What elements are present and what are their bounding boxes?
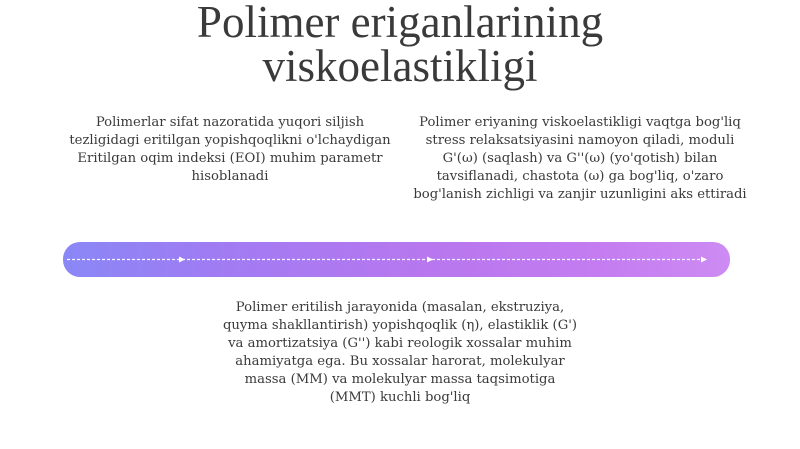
arrow-marker-1	[179, 257, 185, 263]
left-text-block: Polimerlar sifat nazoratida yuqori siljish tezligidagi eritilgan yopishqoqlikni o'lchaydigan Eritilgan oqim indeksi (EOI) muhim parametr hisoblanadi	[69, 115, 391, 184]
right-text-block: Polimer eriyaning viskoelastikligi vaqtga bog'liq stress relaksatsiyasini namoyon qiladi, moduli G'(ω) (saqlash) va G''(ω) (yo'qotish) bilan tavsiflanadi, chastota (ω) ga bog'liq, o'zaro bog'lanish zichligi va zanjir uzunligini aks ettiradi	[413, 115, 747, 202]
timeline-arrows	[63, 242, 730, 277]
title-line-2: viskoelastikligi	[262, 41, 538, 91]
arrow-marker-3	[701, 257, 707, 263]
title-line-1: Polimer eriganlarining	[196, 0, 604, 47]
timeline-bar	[63, 242, 730, 277]
arrow-marker-2	[427, 257, 433, 263]
page-title	[0, 0, 800, 91]
bottom-text-block: Polimer eritilish jarayonida (masalan, ekstruziya, quyma shakllantirish) yopishqoqlik (η), elastiklik (G') va amortizatsiya (G'') kabi reologik xossalar muhim ahamiyatga ega. Bu xossalar harorat, molekulyar massa (MM) va molekulyar massa taqsimotiga (MMT) kuchli bog'liq	[222, 300, 578, 405]
